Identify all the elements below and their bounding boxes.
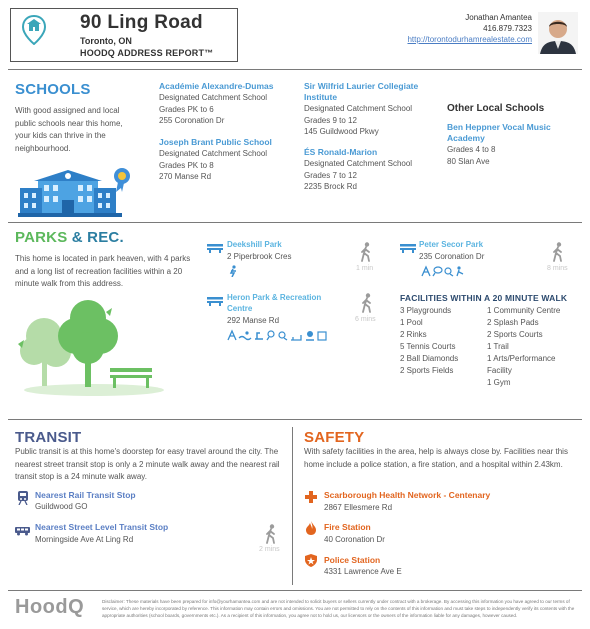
school-entry — [447, 122, 551, 167]
facilities-heading: FACILITIES WITHIN A 20 MINUTE WALK — [400, 293, 568, 303]
walking-icon — [552, 242, 564, 267]
park-bench-icon — [400, 240, 416, 258]
location-pin-icon — [22, 15, 46, 50]
divider — [8, 590, 582, 591]
facility-item: 1 Pool — [400, 318, 423, 327]
school-entry — [159, 81, 273, 127]
park-name-line2[interactable]: Centre — [227, 303, 253, 313]
park-address: 235 Coronation Dr — [419, 252, 485, 261]
park-address: 292 Manse Rd — [227, 316, 280, 325]
schools-title: SCHOOLS — [15, 81, 91, 98]
school-type: Designated Catchment School — [159, 149, 268, 158]
school-grades: Grades PK to 6 — [159, 104, 214, 114]
school-type: Designated Catchment School — [159, 93, 268, 102]
school-type: Designated Catchment School — [304, 104, 413, 113]
facility-item: 5 Tennis Courts — [400, 342, 456, 351]
school-grades: Grades 7 to 12 — [304, 170, 357, 180]
hoodq-logo: HoodQ — [15, 596, 85, 618]
parks-title — [15, 229, 124, 246]
street-transit-value[interactable]: Morningside Ave At Ling Rd — [35, 535, 134, 544]
facility-item: 1 Gym — [487, 378, 511, 387]
school-name[interactable]: Joseph Brant Public School — [159, 137, 272, 147]
school-entry — [304, 81, 418, 138]
agent-website-link[interactable]: http://torontodurhamrealestate.com — [407, 35, 532, 44]
school-entry — [159, 137, 272, 183]
school-grades: Grades PK to 8 — [159, 160, 214, 170]
school-name-line2[interactable]: Institute — [304, 92, 338, 102]
facility-item: 2 Ball Diamonds — [400, 354, 459, 363]
facility-item: 3 Playgrounds — [400, 306, 452, 315]
safety-title: SAFETY — [304, 429, 365, 446]
school-name[interactable]: Ben Heppner Vocal Music — [447, 122, 551, 132]
school-name-line2[interactable]: Academy — [447, 133, 485, 143]
school-grades: Grades 9 to 12 — [304, 115, 357, 125]
walking-icon — [360, 242, 372, 267]
facilities-col1 — [400, 305, 458, 377]
safety-address: 4331 Lawrence Ave E — [324, 567, 402, 576]
school-address: 2235 Brock Rd — [304, 182, 357, 191]
walk-time: 6 mins — [355, 316, 376, 323]
facility-item: Facility — [487, 366, 512, 375]
divider — [8, 222, 582, 223]
park-bench-icon — [207, 240, 223, 258]
school-name[interactable]: Académie Alexandre-Dumas — [159, 81, 274, 91]
park-name[interactable]: Heron Park & Recreation — [227, 293, 322, 302]
disclaimer-text: Disclaimer: These materials have been prepared for info@yourhamantea.com and are not intended to solicit buyers or sellers currently under contract with a brokerage. By accessing this information you have agreed to our terms of service, which are hereby incorporated by reference. This information may contain errors and omissions. You are not permitted to rely on the contents of this information and must take steps to independently verify its contents with the appropriate authorities (school boards, governments etc.). As a recipient of this information, you agree not to hold us, our licensors or the owners of the information liable for any damages, however caused. — [102, 599, 575, 618]
walk-time: 1 min — [356, 265, 374, 272]
school-address: 270 Manse Rd — [159, 172, 212, 181]
rail-transit-value[interactable]: Guildwood GO — [35, 502, 88, 511]
hospital-icon — [305, 490, 317, 508]
school-entry — [304, 147, 412, 193]
walking-icon — [361, 293, 373, 318]
facility-icons — [421, 264, 467, 282]
safety-name[interactable]: Police Station — [324, 555, 381, 565]
street-transit-label: Nearest Street Level Transit Stop — [35, 522, 169, 532]
bus-icon — [15, 523, 31, 541]
agent-phone: 416.879.7323 — [483, 24, 532, 33]
divider — [8, 69, 582, 70]
school-grades: Grades 4 to 8 — [447, 145, 496, 154]
address-city: Toronto, ON — [80, 36, 132, 46]
school-address: 80 Slan Ave — [447, 156, 490, 166]
facility-icons — [227, 328, 327, 346]
rail-transit-label: Nearest Rail Transit Stop — [35, 490, 136, 500]
safety-name[interactable]: Fire Station — [324, 522, 371, 532]
parks-title-a: PARKS — [15, 229, 68, 246]
police-badge-icon — [305, 554, 317, 572]
transit-description: Public transit is at this home's doorstep for easy travel around the city. The nearest street transit stop is only a 2 minute walk away and the nearest rail transit stop is a 24 minute walk away. — [15, 447, 280, 481]
park-address: 2 Piperbrook Cres — [227, 252, 292, 261]
park-trees-icon — [14, 296, 164, 401]
schools-description: With good assigned and local public schools near this home, your kids can thrive in the neighbourhood. — [15, 106, 123, 153]
park-name[interactable]: Peter Secor Park — [419, 240, 484, 249]
parks-title-b: & REC. — [67, 229, 124, 246]
school-name[interactable]: ÉS Ronald-Marion — [304, 147, 378, 157]
facility-item: 1 Arts/Performance — [487, 354, 556, 363]
address-title: 90 Ling Road — [80, 12, 203, 33]
facility-item: 1 Community Centre — [487, 306, 561, 315]
vertical-divider — [292, 427, 293, 585]
park-name[interactable]: Deekshill Park — [227, 240, 282, 249]
other-schools-heading: Other Local Schools — [447, 103, 545, 114]
safety-description: With safety facilities in the area, help is always close by. Facilities near this home include a police station, a fire station, and a hospital within 2.43km. — [304, 447, 568, 469]
facility-item: 1 Trail — [487, 342, 509, 351]
fire-icon — [306, 521, 316, 540]
report-title: HOODQ ADDRESS REPORT™ — [80, 48, 214, 58]
safety-name[interactable]: Scarborough Health Network - Centenary — [324, 490, 491, 500]
facility-item: 2 Sports Courts — [487, 330, 543, 339]
school-name[interactable]: Sir Wilfrid Laurier Collegiate — [304, 81, 419, 91]
agent-name: Jonathan Amantea — [465, 13, 532, 22]
school-type: Designated Catchment School — [304, 159, 413, 168]
park-entry — [227, 293, 321, 314]
parks-description: This home is located in park heaven, with 4 parks and a long list of recreation facilities within a 20 minute walk from this address. — [15, 254, 191, 288]
school-address: 145 Guildwood Pkwy — [304, 127, 379, 136]
safety-address: 40 Coronation Dr — [324, 535, 385, 544]
train-icon — [17, 491, 29, 510]
divider — [8, 419, 582, 420]
safety-address: 2867 Ellesmere Rd — [324, 503, 393, 512]
facility-item: 2 Sports Fields — [400, 366, 454, 375]
facilities-col2 — [487, 305, 560, 389]
playground-icon — [228, 264, 238, 282]
facility-item: 2 Splash Pads — [487, 318, 539, 327]
transit-title: TRANSIT — [15, 429, 82, 446]
agent-avatar — [538, 12, 578, 59]
school-address: 255 Coronation Dr — [159, 116, 225, 125]
school-building-icon — [18, 164, 130, 223]
park-bench-icon — [207, 293, 223, 311]
facility-item: 2 Rinks — [400, 330, 427, 339]
walk-time: 8 mins — [547, 265, 568, 272]
walk-time: 2 mins — [259, 546, 280, 553]
